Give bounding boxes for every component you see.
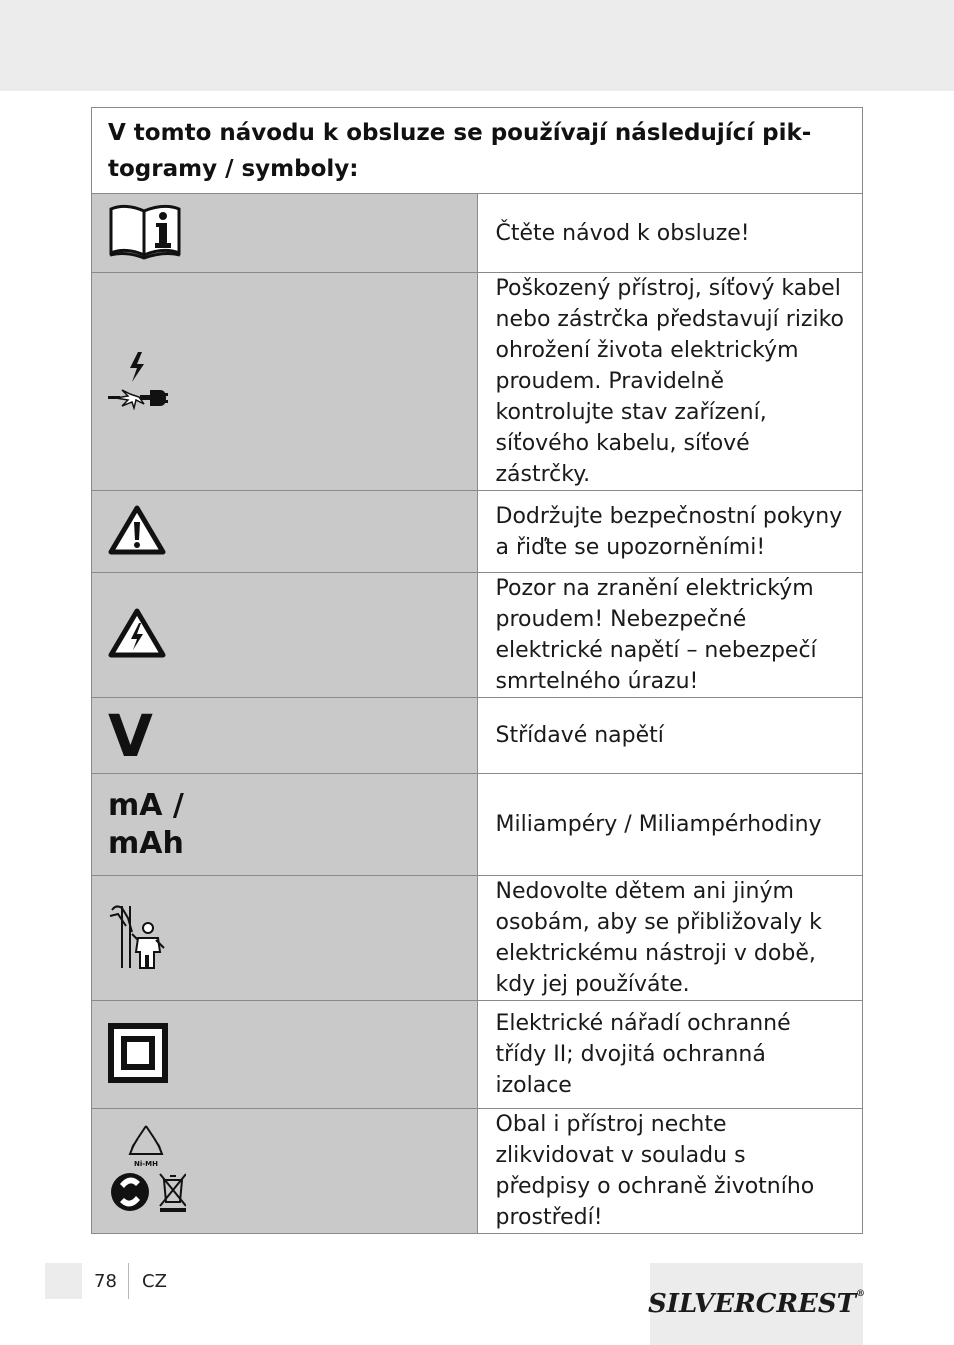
protection-class-ii-icon [108, 1023, 168, 1083]
heading-text: V tomto návodu k obsluze se používají následující pik- togramy / symboly: [108, 119, 812, 182]
icon-cell [92, 774, 478, 876]
brand-box [650, 1263, 863, 1345]
crossed-bin-icon [160, 1174, 186, 1206]
icon-cell [92, 194, 478, 273]
icon-cell [92, 573, 478, 698]
row-text-electric-shock: Pozor na zranění elektrickým proudem! Nebezpečné elektrické napětí – nebezpečí smrtelného úrazu! [477, 573, 863, 698]
damaged-cable-icon [108, 350, 168, 410]
row-text-disposal: Obal i přístroj nechte zlikvidovat v souladu s předpisy o ochraně životního prostředí! [477, 1109, 863, 1234]
table-heading [92, 108, 863, 194]
language-code: CZ [142, 1271, 167, 1292]
electric-shock-warning-icon [108, 608, 166, 658]
unit-symbol-line2: mAh [108, 825, 184, 861]
keep-children-away-icon [108, 902, 166, 970]
disposal-bar [160, 1208, 186, 1212]
icon-cell [92, 1001, 478, 1109]
unit-symbol-line1: mA / [108, 787, 184, 823]
row-text-keep-away: Nedovolte dětem ani jiným osobám, aby se přibližovaly k elektrickému nástroji v době, kdy jej používáte. [477, 876, 863, 1001]
row-text-ac-voltage: Střídavé napětí [477, 698, 863, 774]
icon-cell [92, 698, 478, 774]
top-band [0, 0, 954, 91]
warning-triangle-icon [108, 505, 166, 555]
table-row [92, 194, 863, 273]
brand-part1: SILVER [648, 1289, 756, 1319]
table-row [92, 1001, 863, 1109]
row-text-milliampere: Miliampéry / Miliampérhodiny [477, 774, 863, 876]
icon-cell [92, 491, 478, 573]
recycling-disposal-icon [108, 1122, 186, 1216]
row-text-damaged-cable: Poškozený přístroj, síťový kabel nebo zástrčka představují riziko ohrožení života elektrickým proudem. Pravidelně kontrolujte stav zařízení, síťového kabelu, síťové zástrčky. [477, 273, 863, 491]
row-text-manual: Čtěte návod k obsluze! [477, 194, 863, 273]
brand-part2: CREST [755, 1289, 856, 1319]
nimh-label: Ni-MH [134, 1160, 158, 1168]
green-dot-icon [111, 1173, 149, 1211]
table-row [92, 573, 863, 698]
icon-cell [92, 273, 478, 491]
brand-logo [648, 1289, 865, 1319]
voltage-symbol: V [108, 701, 153, 770]
manual-info-icon [108, 201, 182, 261]
row-text-warning: Dodržujte bezpečnostní pokyny a řiďte se upozorněními! [477, 491, 863, 573]
symbols-table [91, 107, 863, 1234]
table-row [92, 1109, 863, 1234]
page-number: 78 [94, 1271, 117, 1292]
table-row [92, 698, 863, 774]
table-row [92, 876, 863, 1001]
table-row [92, 774, 863, 876]
icon-cell [92, 876, 478, 1001]
unit-symbol [108, 787, 477, 863]
table-row [92, 273, 863, 491]
row-text-protection-class: Elektrické nářadí ochranné třídy II; dvojitá ochranná izolace [477, 1001, 863, 1109]
footer-divider [128, 1263, 129, 1299]
footer-box [45, 1263, 82, 1299]
table-header-row [92, 108, 863, 194]
recycle-arrows-icon [130, 1126, 162, 1154]
brand-registered-mark: ® [856, 1289, 865, 1299]
icon-cell [92, 1109, 478, 1234]
table-row [92, 491, 863, 573]
